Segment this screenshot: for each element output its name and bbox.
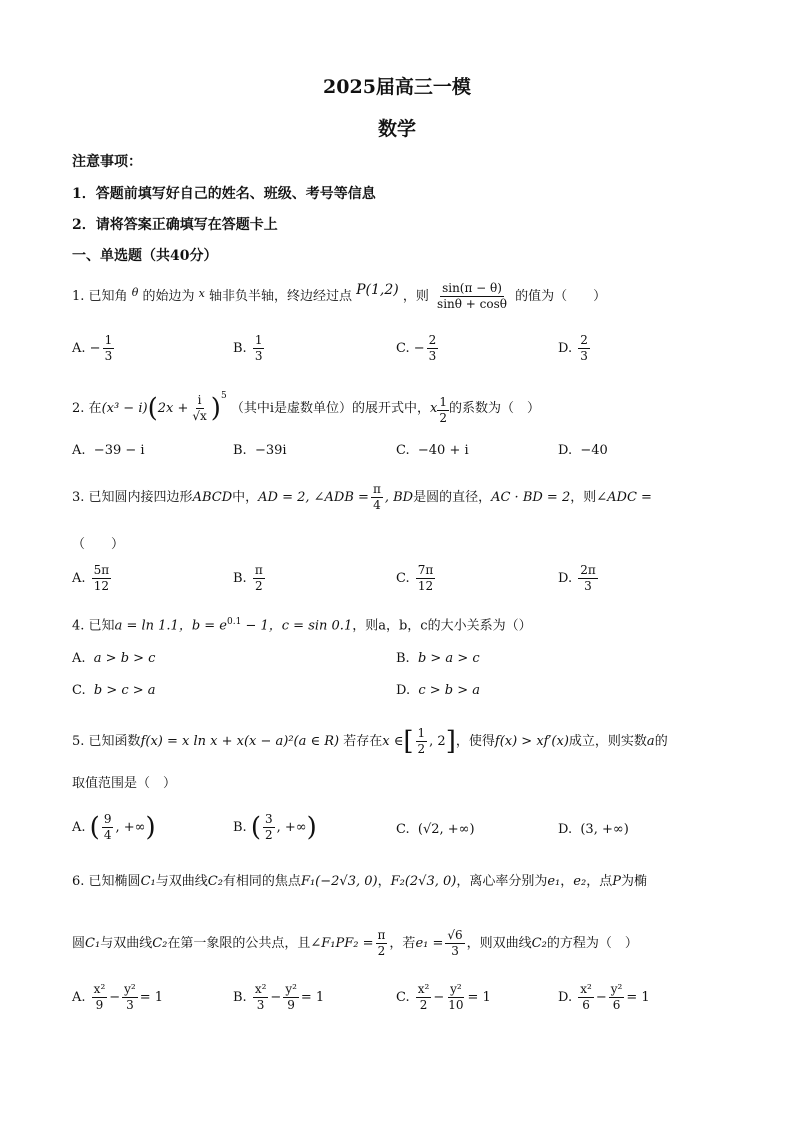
q5-t1: 已知函数 [88, 734, 141, 749]
q2-term: x [430, 401, 438, 416]
q6-f1: F₁(−2√3, 0) [300, 874, 378, 889]
q5-xin: x ∈ [382, 734, 404, 749]
q2-num: 2. [72, 401, 85, 416]
q4-c-expr: ，c = sin 0.1 [268, 618, 353, 634]
q6-frac-num: π [377, 928, 386, 942]
question-4 [72, 612, 532, 636]
q6-c2: C₂ [531, 936, 547, 951]
q3-t5: ，则∠ [570, 490, 608, 505]
q6-c2: C₂ [152, 936, 168, 951]
question-2: 2. 在(x³ − i)(2x + $\frac{i}{√x}$ )$^5$ （其中i是虚数单位）的展开式中，x $\frac{1}{2}$ 的系数为（ ） [72, 391, 540, 425]
note-item-1: 1．答题前填写好自己的姓名、班级、考号等信息 [72, 186, 376, 202]
q5-options-3-label: D. [558, 822, 573, 837]
q6-option-b[interactable]: B. $\frac{\text{x²}}{3}$ − $\frac{\text{y²}}{9}$ = 1 [233, 982, 325, 1012]
q6-t2: 与双曲线 [155, 874, 208, 889]
q2-frac-num: i [197, 393, 202, 407]
q2-option-b[interactable] [233, 443, 287, 458]
q5-t4: 成立，则实数 [568, 734, 647, 749]
q6-options-3-n2: y² [610, 982, 623, 996]
q1-options-1-num: 1 [254, 333, 263, 347]
q3-options-2-label: C. [396, 571, 410, 586]
q3-option-a[interactable] [72, 563, 113, 594]
q3-options-3-num: 2π [580, 563, 596, 577]
q2-option-d[interactable] [558, 443, 608, 458]
q5-option-c[interactable] [396, 822, 475, 837]
q1-options-0-sign: − [89, 341, 101, 356]
q6-options-3-d1: 6 [582, 998, 590, 1012]
q4-option-d[interactable] [396, 683, 480, 698]
q1-options-1-label: B. [233, 341, 247, 356]
question-3 [72, 482, 652, 513]
q3-options-1-label: B. [233, 571, 247, 586]
q5-t5: 的 [654, 734, 668, 749]
q6-e2: e₂ [573, 874, 587, 889]
q6-e1eq: e₁ = [415, 936, 444, 951]
q2-options-2-text: −40 + i [417, 443, 469, 458]
q1-option-b[interactable] [233, 333, 266, 364]
q3-options-1-den: 2 [254, 579, 263, 593]
q3-cond: AD = 2, ∠ADB = [258, 490, 369, 505]
q6-line2-b: 在第一象限的公共点，且 [167, 936, 311, 951]
q6-options-1-n1: x² [254, 982, 267, 996]
q1-options-0-num: 1 [104, 333, 113, 347]
q6-t3: 有相同的焦点 [222, 874, 301, 889]
q1-option-a[interactable] [72, 333, 116, 364]
question-1 [72, 280, 606, 312]
q2-option-c[interactable] [396, 443, 469, 458]
q5-options-0-tail: , +∞ [115, 820, 146, 835]
q3-frac-den: 4 [373, 498, 381, 512]
exam-title: 2025届高三一模 [323, 76, 471, 98]
q1-t3: 轴非负半轴，终边经过点 [208, 289, 352, 304]
q4-options-2-label: C. [72, 683, 86, 698]
q1-options-1-den: 3 [254, 349, 263, 363]
q2-options-3-label: D. [558, 443, 573, 458]
q3-options-3-label: D. [558, 571, 573, 586]
q1-options-0-label: A. [72, 341, 86, 356]
q4-t2: ，则a，b，c的大小关系为（） [352, 618, 532, 634]
q1-options-2-label: C. [396, 341, 410, 356]
q1-option-d[interactable] [558, 333, 592, 364]
subject-title: 数学 [377, 118, 416, 140]
q3-frac-num: π [372, 482, 381, 496]
q3-options-0-den: 12 [93, 579, 110, 593]
q6-options-2-label: C. [396, 990, 410, 1005]
q4-b-pre: ，b = e [178, 618, 227, 634]
q2-expr-a: (x³ − i) [101, 401, 148, 416]
q4-option-b[interactable] [396, 651, 480, 666]
q1-t2: 的始边为 [142, 289, 195, 304]
q6-num: 6. [72, 874, 85, 889]
q4-options-0-text: a > b > c [93, 651, 156, 666]
q4-options-2-text: b > c > a [93, 683, 156, 698]
q1-point: P(1,2) [356, 282, 399, 298]
q6-option-a[interactable]: A. $\frac{\text{x²}}{9}$ − $\frac{\text{y²}}{3}$ = 1 [72, 982, 164, 1012]
q5-options-1-label: B. [233, 820, 247, 835]
q5-t2: 若存在 [343, 734, 383, 749]
q6-sep: ， [560, 874, 574, 889]
q4-t1: 已知 [88, 618, 115, 634]
q6-frac-den: 2 [377, 944, 386, 958]
q6-f2: F₂(2√3, 0) [390, 874, 457, 889]
q5-options-1-num: 3 [264, 812, 273, 826]
q6-t6: 为椭 [620, 874, 647, 889]
q6-options-3-n1: x² [580, 982, 592, 996]
q4-b-post: − 1 [241, 618, 269, 634]
q6-e-num: √6 [447, 928, 463, 942]
q5-int-den: 2 [417, 742, 426, 756]
q2-t3: 的系数为（ ） [448, 401, 540, 416]
q5-options-2-label: C. [396, 822, 410, 837]
q6-t5: ，点 [586, 874, 613, 889]
q6-options-1-d2: 9 [287, 998, 295, 1012]
q1-options-2-num: 2 [428, 333, 437, 347]
q3-t4: 是圆的直径， [413, 490, 492, 505]
q4-options-0-label: A. [72, 651, 86, 666]
q6-e-den: 3 [451, 944, 459, 958]
q6-line2-a: 圆 [72, 936, 86, 951]
q1-theta: θ [131, 286, 139, 299]
q3-option-c[interactable] [396, 563, 437, 594]
q2-expr-b: 2x + [157, 401, 189, 416]
q2-options-3-text: −40 [580, 443, 608, 458]
q1-options-2-den: 3 [428, 349, 437, 363]
q1-options-2-sign: − [413, 341, 425, 356]
q6-options-1-d1: 3 [256, 998, 265, 1012]
q4-options-3-label: D. [396, 683, 411, 698]
q1-frac-den: sinθ + cosθ [437, 297, 508, 311]
q6-eq-tail: = 1 [139, 990, 164, 1005]
q5-option-d[interactable] [558, 822, 629, 837]
q5-option-b[interactable]: B. ( $\frac{3}{2}$ , +∞) [233, 812, 317, 843]
q3-options-1-num: π [254, 563, 263, 577]
question-6 [72, 872, 647, 892]
q1-t1: 已知角 [88, 289, 128, 304]
q6-c1: C₁ [85, 936, 101, 951]
q6-eq-tail: = 1 [300, 990, 325, 1005]
q3-options-3-den: 3 [584, 579, 592, 593]
q6-options-3-label: D. [558, 990, 573, 1005]
q3-options-0-num: 5π [93, 563, 110, 577]
q1-options-0-den: 3 [104, 349, 113, 363]
q2-options-1-text: −39i [254, 443, 287, 458]
q2-term-exp-den: 2 [439, 411, 447, 425]
q1-t5: 的值为（ ） [515, 289, 607, 304]
q6-options-1-n2: y² [285, 982, 297, 996]
q6-p: P [612, 874, 621, 889]
q4-options-1-label: B. [396, 651, 410, 666]
q2-options-2-label: C. [396, 443, 410, 458]
q6-t4: ，离心率分别为 [456, 874, 548, 889]
q1-fraction [435, 281, 509, 312]
q1-options-3-den: 3 [580, 349, 588, 363]
q6-options-0-n2: y² [124, 982, 136, 996]
q1-t4: ，则 [402, 289, 429, 304]
notes-heading: 注意事项： [72, 154, 142, 170]
q3-options-2-num: 7π [417, 563, 434, 577]
q2-option-a[interactable] [72, 443, 145, 458]
q6-t7: ，若 [389, 936, 416, 951]
q6-option-d[interactable]: D. $\frac{\text{x²}}{6}$ − $\frac{\text{y²}}{6}$ = 1 [558, 982, 650, 1012]
question-6-line2 [72, 928, 638, 959]
q1-x: x [198, 287, 205, 300]
q5-a: a [646, 734, 655, 749]
q3-t1: 已知圆内接四边形 [88, 490, 193, 505]
q6-options-2-d2: 10 [448, 998, 464, 1012]
q6-options-2-n1: x² [417, 982, 430, 996]
q6-options-0-d2: 3 [126, 998, 134, 1012]
q6-option-c[interactable]: C. $\frac{\text{x²}}{2}$ − $\frac{\text{y²}}{10}$ = 1 [396, 982, 491, 1012]
q4-option-a[interactable] [72, 651, 155, 666]
q5-options-0-label: A. [72, 820, 86, 835]
q3-t2: 中， [232, 490, 259, 505]
q5-int-end: , 2 [429, 734, 446, 749]
q3-t6: = [636, 490, 652, 505]
q5-num: 5. [72, 734, 85, 749]
q1-option-c[interactable] [396, 333, 440, 364]
q4-a-expr: a = ln 1.1 [114, 618, 179, 634]
q2-frac-den: √x [192, 409, 207, 423]
q6-eq-tail: = 1 [467, 990, 491, 1005]
q6-options-0-label: A. [72, 990, 86, 1005]
q2-options-0-label: A. [72, 443, 86, 458]
q4-options-1-text: b > a > c [417, 651, 480, 666]
q5-func: f(x) = x ln x + x(x − a)²(a ∈ R) [140, 734, 340, 749]
q2-options-0-text: −39 − i [93, 443, 145, 458]
q6-angle: ∠F₁PF₂ = [310, 936, 374, 951]
q6-options-3-d2: 6 [612, 998, 621, 1012]
q6-t9: 的方程为（ ） [546, 936, 638, 951]
q5-int-num: 1 [417, 726, 426, 740]
q6-e1: e₁ [547, 874, 561, 889]
q5-options-0-den: 4 [103, 828, 112, 842]
q4-option-c[interactable] [72, 683, 156, 698]
q3-options-0-label: A. [72, 571, 86, 586]
q2-t2: （其中i是虚数单位）的展开式中， [230, 401, 430, 416]
q1-num: 1. [72, 289, 85, 304]
q6-c2: C₂ [207, 874, 223, 889]
q2-t1: 在 [88, 401, 102, 416]
q1-options-3-label: D. [558, 341, 573, 356]
q3-paren: （ ） [72, 537, 125, 552]
q6-options-0-n1: x² [93, 982, 106, 996]
q3-option-b[interactable] [233, 563, 267, 594]
q5-options-3-text: (3, +∞) [580, 822, 629, 837]
q3-options-2-den: 12 [417, 579, 434, 593]
note-item-2: 2．请将答案正确填写在答题卡上 [72, 217, 278, 233]
q6-c1: C₁ [140, 874, 156, 889]
question-5: 5. 已知函数f(x) = x ln x + x(x − a)²(a ∈ R) 若存在x ∈[ $\frac{1}{2}$ , 2]，使得f(x) > xf′(x)成立，则实数a的 [72, 726, 668, 757]
q5-ineq: f(x) > xf′(x) [494, 734, 569, 749]
q6-t1: 已知椭圆 [88, 874, 141, 889]
q5-options-0-num: 9 [103, 812, 112, 826]
q5-options-1-tail: , +∞ [276, 820, 307, 835]
q4-options-3-text: c > b > a [418, 683, 481, 698]
q3-t3: , BD [384, 490, 414, 505]
q6-t8: ，则双曲线 [466, 936, 532, 951]
q1-options-3-num: 2 [580, 333, 588, 347]
q6-t2: 与双曲线 [100, 936, 153, 951]
q5-t3: ，使得 [455, 734, 495, 749]
q3-num: 3. [72, 490, 85, 505]
q6-sep: ， [377, 874, 391, 889]
q5-line2: 取值范围是（ ） [72, 776, 177, 791]
q2-term-exp-num: 1 [439, 395, 447, 409]
q3-adc: ADC [607, 490, 637, 505]
q2-power: 5 [220, 391, 227, 401]
q5-option-a[interactable]: A. ( $\frac{9}{4}$ , +∞) [72, 812, 156, 843]
q3-vec: AC · BD = 2 [491, 490, 571, 505]
q2-options-1-label: B. [233, 443, 247, 458]
q5-options-1-den: 2 [264, 828, 273, 842]
q6-options-1-label: B. [233, 990, 247, 1005]
q1-frac-num: sin(π − θ) [442, 281, 502, 295]
q4-num: 4. [72, 618, 85, 634]
q5-options-2-text: (√2, +∞) [417, 822, 475, 837]
q3-abcd: ABCD [192, 490, 233, 505]
q6-options-2-d1: 2 [419, 998, 428, 1012]
section-title: 一、单选题（共40分） [72, 248, 218, 264]
q4-b-exp: 0.1 [227, 617, 242, 627]
q6-options-0-d1: 9 [95, 998, 104, 1012]
q3-option-d[interactable] [558, 563, 600, 594]
q6-options-2-n2: y² [450, 982, 462, 996]
q6-eq-tail: = 1 [626, 990, 650, 1005]
